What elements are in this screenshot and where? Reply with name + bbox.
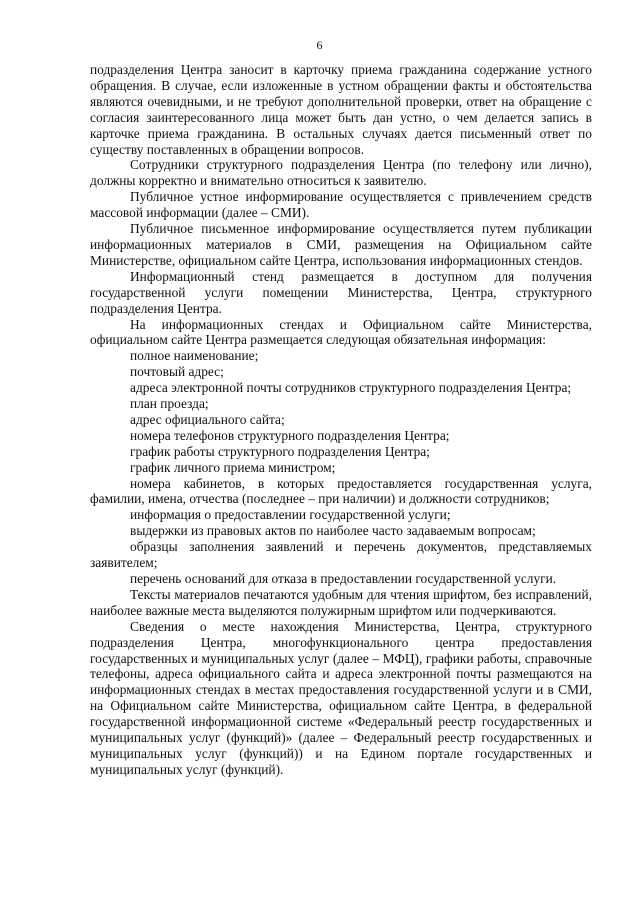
document-body bbox=[90, 62, 592, 778]
paragraphs-before bbox=[90, 62, 592, 348]
paragraph: Сотрудники структурного подразделения Центра (по телефону или лично), должны корректно и внимательно относиться к заявителю. bbox=[90, 157, 592, 189]
list-item: график работы структурного подразделения Центра; bbox=[130, 443, 430, 459]
list-item: почтовый адрес; bbox=[130, 364, 224, 380]
list-item: график личного приема министром; bbox=[130, 459, 336, 475]
list-item: номера телефонов структурного подразделения Центра; bbox=[130, 427, 450, 443]
paragraph: Публичное письменное информирование осуществляется путем публикации информационных материалов в СМИ, размещения на Официальном сайте Министерстве, официальном сайте Центра, использования информационных стендов. bbox=[90, 221, 592, 268]
list-item: перечень оснований для отказа в предоставлении государственной услуги. bbox=[130, 571, 557, 586]
paragraph: Публичное устное информирование осуществляется с привлечением средств массовой информации (далее – СМИ). bbox=[90, 189, 592, 221]
paragraph: На информационных стендах и Официальном сайте Министерства, официальном сайте Центра размещается следующая обязательная информация: bbox=[90, 316, 592, 348]
list-item: план проезда; bbox=[130, 396, 209, 412]
list-item: адреса электронной почты сотрудников структурного подразделения Центра; bbox=[130, 380, 572, 396]
paragraph: Тексты материалов печатаются удобным для чтения шрифтом, без исправлений, наиболее важные места выделяются полужирным шрифтом или подчеркиваются. bbox=[90, 586, 592, 618]
page-number: 6 bbox=[316, 38, 323, 52]
list-item: полное наименование; bbox=[130, 348, 259, 364]
list-item: образцы заполнения заявлений и перечень документов, представляемых заявителем; bbox=[90, 539, 592, 571]
paragraph: Сведения о месте нахождения Министерства, Центра, структурного подразделения Центра, многофункционального центра предоставления государственных и муниципальных услуг (далее – МФЦ), графики работы, справочные телефоны, адреса официального сайта и адреса электронной почты размещаются на информационных стендах в местах предоставления государственной услуги и в СМИ, на Официальном сайте Министерства, официальном сайте Центра, в федеральной государственной информационной системе «Федеральный реестр государственных и муниципальных услуг (функций)» (далее – Федеральный реестр государственных и муниципальных услуг (функций)) и на Едином портале государственных и муниципальных услуг (функций). bbox=[90, 618, 592, 777]
paragraph: подразделения Центра заносит в карточку приема гражданина содержание устного обращения. В случае, если изложенные в устном обращении факты и обстоятельства являются очевидными, и не требуют дополнительной проверки, ответ на обращение с согласия заинтересованного лица может быть дан устно, о чем делается запись в карточке приема гражданина. В остальных случаях дается письменный ответ по существу поставленных в обращении вопросов. bbox=[90, 62, 592, 157]
paragraphs-after bbox=[90, 587, 592, 778]
list-item: информация о предоставлении государственной услуги; bbox=[130, 507, 451, 523]
list-item: адрес официального сайта; bbox=[130, 411, 285, 427]
required-info-list bbox=[90, 348, 592, 587]
list-item: выдержки из правовых актов по наиболее часто задаваемым вопросам; bbox=[130, 523, 536, 539]
list-item: номера кабинетов, в которых предоставляется государственная услуга, фамилии, имена, отчества (последнее – при наличии) и должности сотрудников; bbox=[90, 475, 592, 507]
paragraph: Информационный стенд размещается в доступном для получения государственной услуги помещении Министерства, Центра, структурного подразделения Центра. bbox=[90, 268, 592, 316]
